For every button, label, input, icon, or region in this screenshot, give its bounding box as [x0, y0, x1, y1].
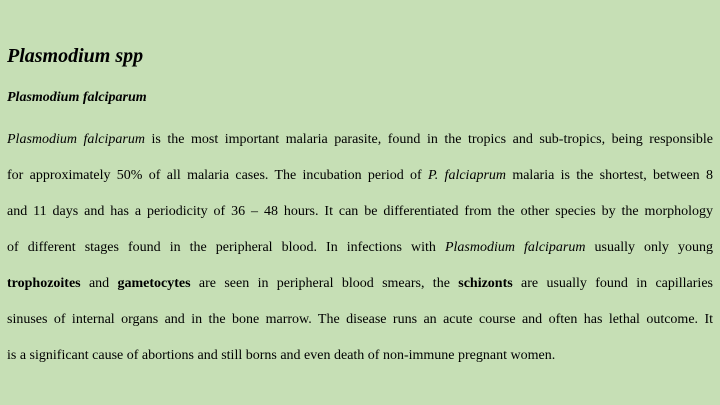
text-run: and [80, 276, 118, 291]
paragraph-line [7, 338, 713, 374]
keyword-trophozoites: trophozoites [7, 276, 81, 291]
paragraph-line [7, 158, 713, 194]
body-paragraph [7, 122, 713, 374]
text-run: sinuses of internal organs and in the bone marrow. The disease runs an acute course and often has lethal outcome. It [7, 312, 713, 327]
keyword-schizonts: schizonts [458, 276, 513, 291]
paragraph-line [7, 194, 713, 230]
text-run: is a significant cause of abortions and still borns and even death of non-immune pregnant women. [7, 348, 556, 363]
slide-subtitle: Plasmodium falciparum [7, 90, 147, 105]
text-run: and 11 days and has a periodicity of 36 – 48 hours. It can be differentiated from the other species by the morphology [7, 204, 713, 219]
text-run: are usually found in capillaries [512, 276, 713, 291]
paragraph-line [7, 230, 713, 266]
text-run: malaria is the shortest, between 8 [506, 168, 713, 183]
keyword-gametocytes: gametocytes [117, 276, 191, 291]
paragraph-line [7, 302, 713, 338]
text-run: usually only young [585, 240, 713, 255]
slide-title: Plasmodium spp [7, 45, 144, 67]
paragraph-line [7, 266, 713, 302]
species-name: Plasmodium falciparum [444, 240, 586, 255]
paragraph-line [7, 122, 713, 158]
text-run: of different stages found in the peripheral blood. In infections with [7, 240, 445, 255]
species-name: P. falciaprum [428, 168, 507, 183]
text-run: are seen in peripheral blood smears, the [190, 276, 459, 291]
text-run: for approximately 50% of all malaria cases. The incubation period of [7, 168, 428, 183]
species-name: Plasmodium falciparum [7, 132, 145, 147]
text-run: is the most important malaria parasite, found in the tropics and sub-tropics, being responsible [144, 132, 713, 147]
